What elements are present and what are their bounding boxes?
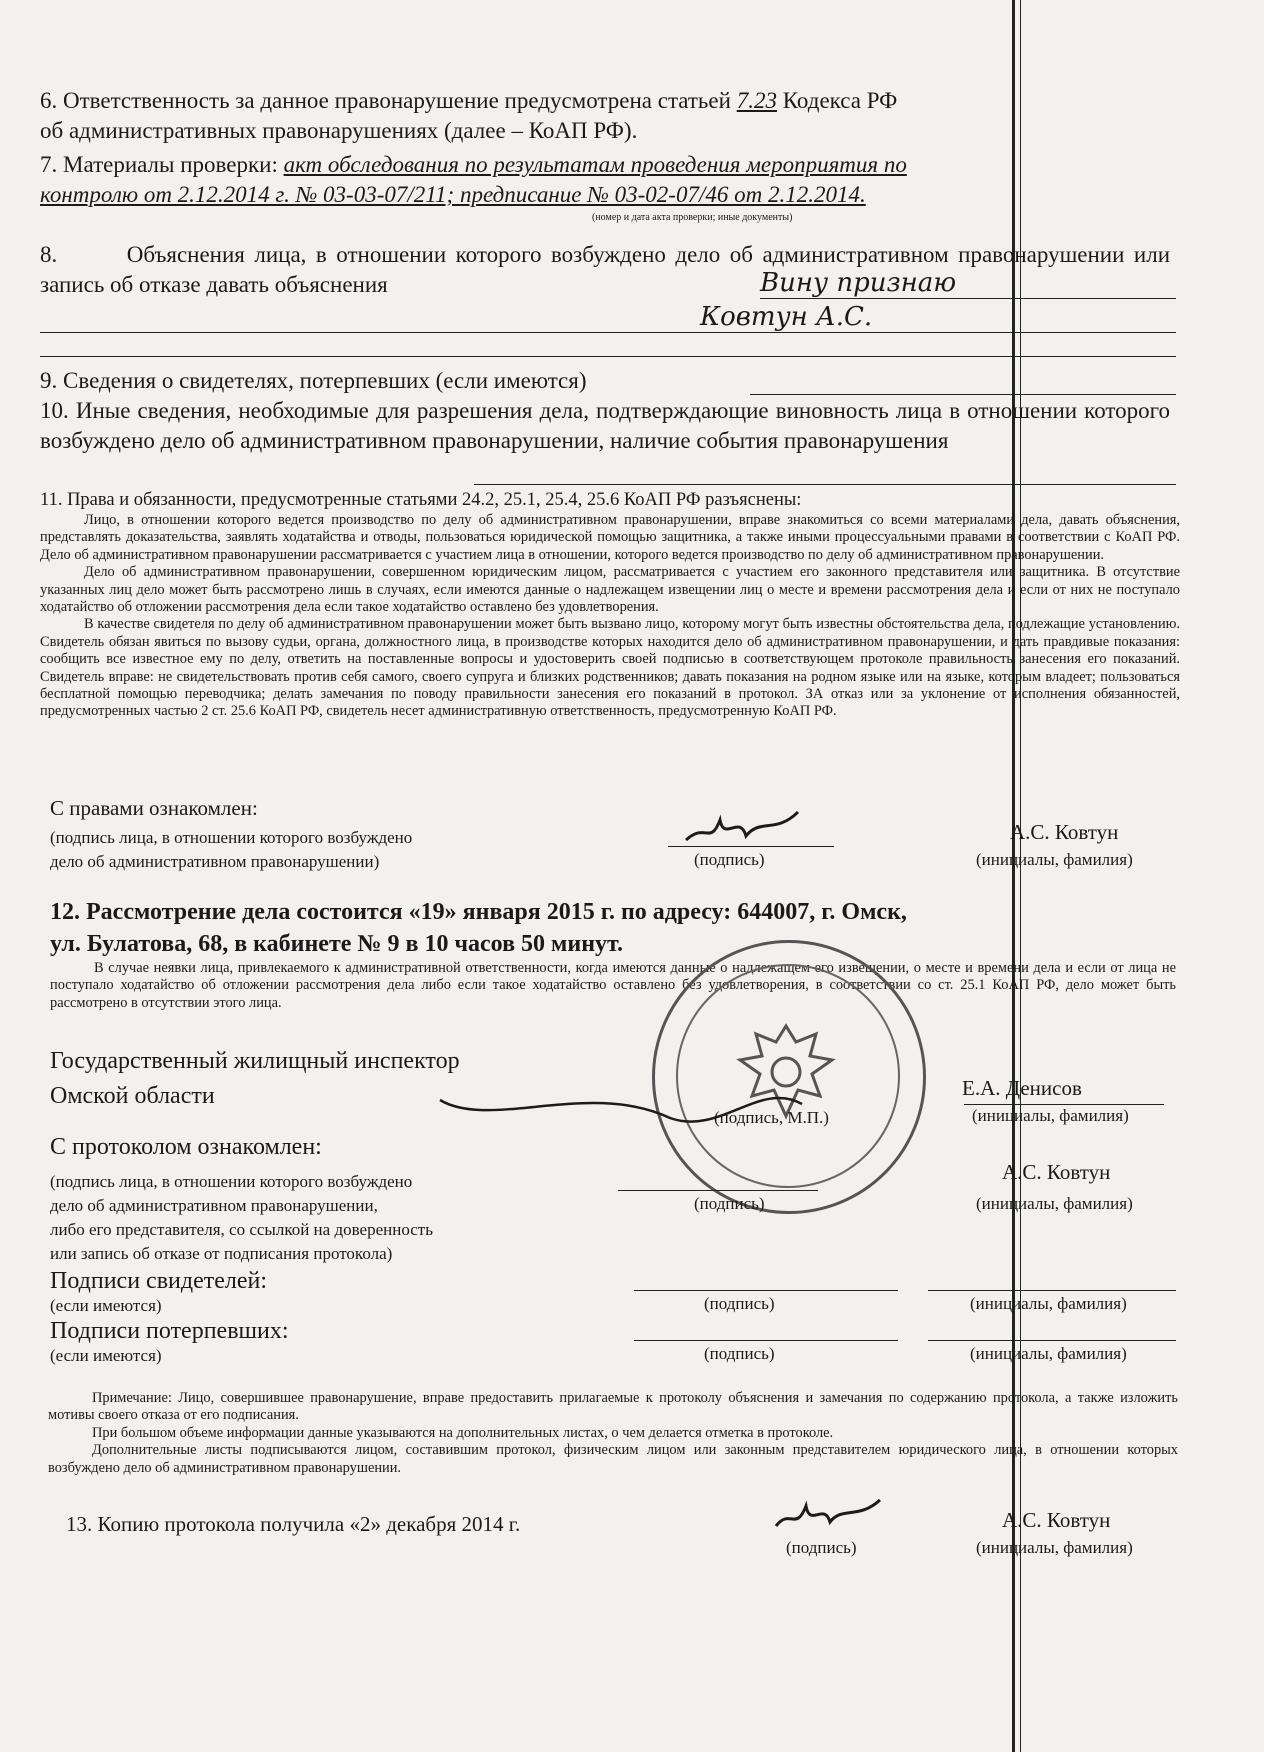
paragraph-11 bbox=[40, 512, 1180, 721]
handwritten-explanation: Вину признаю bbox=[760, 268, 957, 298]
name-line bbox=[928, 1290, 1176, 1291]
article-number: 7.23 bbox=[736, 88, 777, 113]
paragraph-number: 7. bbox=[40, 152, 58, 177]
notes bbox=[48, 1390, 1178, 1477]
field-hint: (номер и дата акта проверки; иные документы) bbox=[592, 212, 793, 223]
hearing-line: ул. Булатова, 68, в кабинете № 9 в 10 часов 50 минут. bbox=[50, 931, 624, 957]
paragraph-8 bbox=[40, 240, 1170, 300]
paragraph-number: 6. bbox=[40, 88, 58, 113]
name-caption: (инициалы, фамилия) bbox=[970, 1294, 1127, 1313]
signature-icon bbox=[770, 1494, 890, 1538]
name-caption: (инициалы, фамилия) bbox=[972, 1106, 1129, 1125]
paragraph-9: 9. Сведения о свидетелях, потерпевших (если имеются) bbox=[40, 368, 587, 393]
caption: либо его представителя, со ссылкой на доверенность bbox=[50, 1220, 433, 1239]
caption: (подпись лица, в отношении которого возбуждено bbox=[50, 1172, 413, 1191]
protocol-label: С протоколом ознакомлен: bbox=[50, 1134, 322, 1160]
name-line bbox=[928, 1340, 1176, 1341]
paragraph-label: Материалы проверки: bbox=[63, 152, 278, 177]
paragraph-text: Ответственность за данное правонарушение предусмотрена статьей bbox=[63, 88, 731, 113]
signature-caption: (подпись) bbox=[694, 1194, 765, 1213]
signature-line bbox=[668, 846, 834, 847]
fill-line bbox=[40, 356, 1176, 357]
caption: дело об административном правонарушении, bbox=[50, 1196, 378, 1215]
signature-caption: (подпись) bbox=[704, 1344, 775, 1363]
signer-name: А.С. Ковтун bbox=[1002, 1160, 1111, 1184]
fill-line bbox=[40, 332, 1176, 333]
name-caption: (инициалы, фамилия) bbox=[970, 1344, 1127, 1363]
paragraph-13: 13. Копию протокола получила «2» декабря 2014 г. bbox=[66, 1512, 521, 1536]
name-caption: (инициалы, фамилия) bbox=[976, 850, 1133, 869]
paragraph-text: об административных правонарушениях (далее – КоАП РФ). bbox=[40, 118, 638, 143]
note-text: Дополнительные листы подписываются лицом, составившим протокол, физическим лицом или законным представителем юридического лица, в отношении которых возбуждено дело об административном правонарушении. bbox=[48, 1442, 1178, 1476]
rights-subcaption bbox=[50, 826, 412, 874]
inspector-region: Омской области bbox=[50, 1083, 215, 1109]
paragraph-12-note bbox=[50, 960, 1176, 1012]
inspector-position: Государственный жилищный инспектор bbox=[50, 1048, 460, 1074]
inspector-title bbox=[50, 1044, 460, 1114]
paragraph-number: 8. bbox=[40, 242, 58, 267]
signer-name: А.С. Ковтун bbox=[1002, 1508, 1111, 1532]
rights-text: В качестве свидетеля по делу об административном правонарушении может быть вызвано лицо, которому могут быть известны обстоятельства дела, подлежащие установлению. Свидетель обязан явиться по вызову судьи, органа, должностного лица, в производстве которых находится дело об административном правонарушении, и дать правдивые показания: сообщить все известное ему по делу, ответить на поставленные вопросы и удостоверить своей подписью в соответствующем протоколе правильность занесения его показаний. Свидетель вправе: не свидетельствовать против себя самого, своего супруга и близких родственников; давать показания на родном языке или на языке, которым владеет; пользоваться бесплатной помощью переводчика; делать замечания по поводу правильности занесения его показаний в протокол. ЗА отказ или за уклонение от исполнения обязанностей, предусмотренных частью 2 ст. 25.6 КоАП РФ, свидетель несет административную ответственность, предусмотренную КоАП РФ. bbox=[40, 616, 1180, 720]
signature-caption: (подпись) bbox=[786, 1538, 857, 1557]
handwritten-name: Ковтун А.С. bbox=[700, 302, 873, 332]
paragraph-12 bbox=[50, 896, 1176, 960]
hearing-line: 12. Рассмотрение дела состоится «19» января 2015 г. по адресу: 644007, г. Омск, bbox=[50, 899, 907, 925]
caption: (если имеются) bbox=[50, 1346, 162, 1365]
caption: дело об административном правонарушении) bbox=[50, 852, 380, 871]
signer-name: А.С. Ковтун bbox=[1010, 820, 1119, 844]
inspection-materials: акт обследования по результатам проведения мероприятия по bbox=[283, 152, 907, 177]
signature-line bbox=[618, 1190, 818, 1191]
caption: или запись об отказе от подписания протокола) bbox=[50, 1244, 393, 1263]
rights-text: Лицо, в отношении которого ведется производство по делу об административном правонарушении, вправе знакомиться со всеми материалами дела, давать объяснения, представлять доказательства, заявлять ходатайства и отводы, пользоваться юридической помощью защитника, а также иными процессуальными правами в соответствии с КоАП РФ. Дело об административном правонарушении рассматривается с участием лица в отношении, которого ведется производство по делу об административном правонарушении. bbox=[40, 512, 1180, 563]
paragraph-7 bbox=[40, 150, 1170, 210]
name-caption: (инициалы, фамилия) bbox=[976, 1194, 1133, 1213]
paragraph-text: Объяснения лица, в отношении которого возбуждено дело об административном правонарушении или запись об отказе давать объяснения bbox=[40, 242, 1170, 297]
note-text: В случае неявки лица, привлекаемого к административной ответственности, когда имеются данные о надлежащем его извещении, о месте и времени дела и если от лица не поступало ходатайство об отложении рассмотрения дела либо если такое ходатайство оставлено без удовлетворения, в соответствии со ст. 25.1 КоАП РФ, дело может быть рассмотрено в отсутствии этого лица. bbox=[50, 960, 1176, 1011]
signature-caption: (подпись) bbox=[704, 1294, 775, 1313]
caption: (подпись лица, в отношении которого возбуждено bbox=[50, 828, 413, 847]
paragraph-10: 10. Иные сведения, необходимые для разрешения дела, подтверждающие виновность лица в отношении которого возбуждено дело об административном правонарушении, наличие события правонарушения bbox=[40, 398, 1170, 453]
signature-caption: (подпись, М.П.) bbox=[714, 1108, 829, 1127]
fill-line bbox=[760, 298, 1176, 299]
caption: (если имеются) bbox=[50, 1296, 162, 1315]
inspection-materials: контролю от 2.12.2014 г. № 03-03-07/211; предписание № 03-02-07/46 от 2.12.2014. bbox=[40, 182, 866, 207]
protocol-subcaption bbox=[50, 1170, 433, 1266]
fill-line bbox=[750, 394, 1176, 395]
signature-line bbox=[964, 1104, 1164, 1105]
rights-label: С правами ознакомлен: bbox=[50, 796, 258, 820]
paragraph-text: Кодекса РФ bbox=[782, 88, 898, 113]
fill-line bbox=[474, 484, 1176, 485]
note-text: При большом объеме информации данные указываются на дополнительных листах, о чем делается отметка в протоколе. bbox=[92, 1424, 834, 1441]
signature-caption: (подпись) bbox=[694, 850, 765, 869]
note-text: Примечание: Лицо, совершившее правонарушение, вправе предоставить прилагаемые к протоколу объяснения и замечания по содержанию протокола, а также изложить мотивы своего отказа от его подписания. bbox=[48, 1390, 1178, 1424]
paragraph-6 bbox=[40, 86, 1170, 146]
paragraph-11-heading: 11. Права и обязанности, предусмотренные статьями 24.2, 25.1, 25.4, 25.6 КоАП РФ разъяснены: bbox=[40, 490, 802, 510]
name-caption: (инициалы, фамилия) bbox=[976, 1538, 1133, 1557]
inspector-name: Е.А. Денисов bbox=[962, 1076, 1082, 1100]
witnesses-label: Подписи свидетелей: bbox=[50, 1268, 268, 1294]
signature-line bbox=[634, 1340, 898, 1341]
victims-label: Подписи потерпевших: bbox=[50, 1318, 289, 1344]
rights-text: Дело об административном правонарушении, совершенном юридическим лицом, рассматривается с участием его законного представителя или защитника. В отсутствие указанных лиц дело может быть рассмотрено лишь в случаях, если имеются данные о надлежащем извещении лиц о месте и времени рассмотрения дела и если от них не поступало ходатайство об отложении рассмотрения дела если такое ходатайство оставлено без удовлетворения. bbox=[40, 564, 1180, 616]
signature-line bbox=[634, 1290, 898, 1291]
